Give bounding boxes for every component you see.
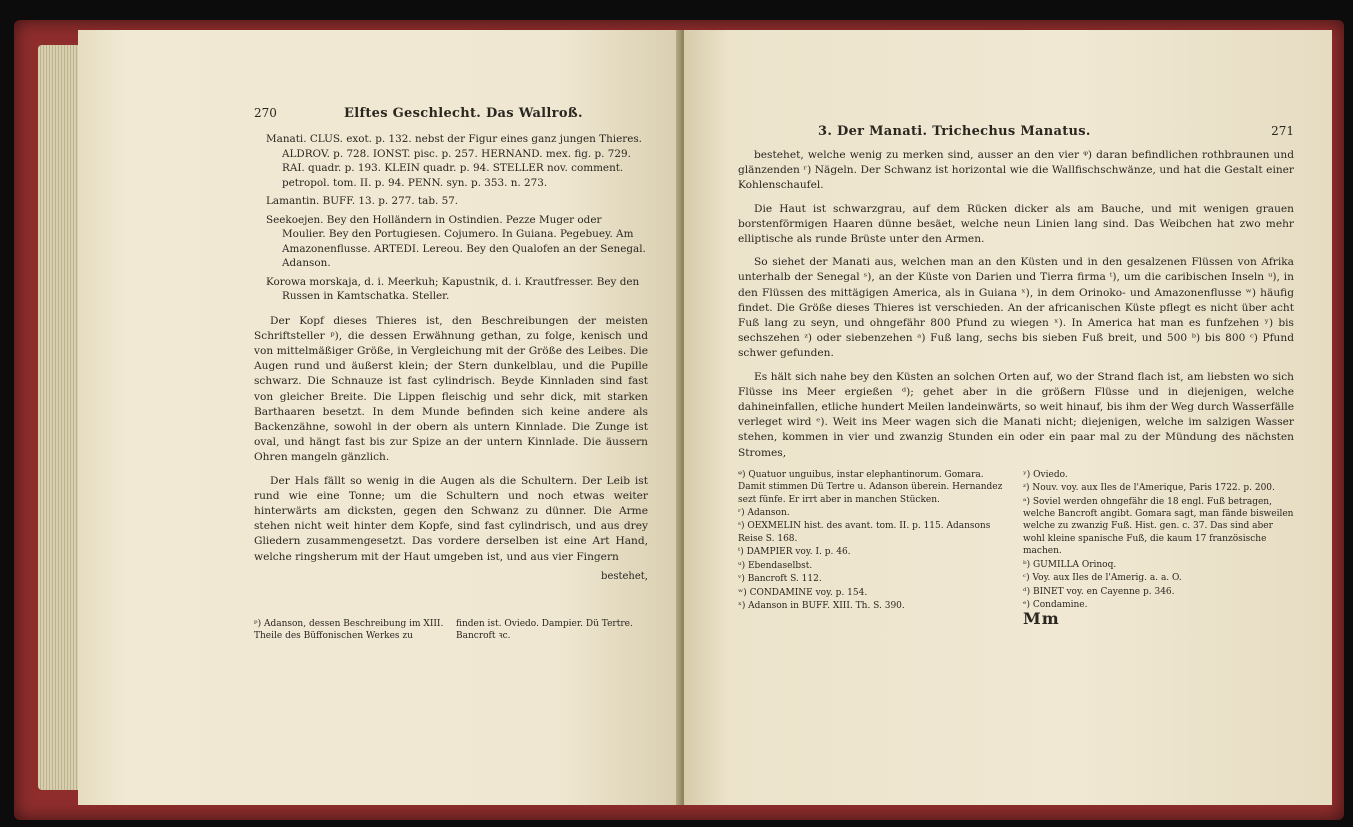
left-footnotes [254, 618, 648, 643]
right-running-head [738, 124, 1294, 146]
footnote: ᵛ) Bancroft S. 112. [738, 574, 822, 585]
catchword: bestehet, [601, 570, 648, 582]
right-header-title: 3. Der Manati. Trichechus Manatus. [818, 124, 1091, 139]
paragraph: bestehet, welche wenig zu merken sind, ausser an den vier ᵠ) daran befindlichen rothbraunen und glänzenden ʳ) Nägeln. Der Schwanz ist horizontal wie die Wallfischschwänze, und hat die Gestalt einer Kohlenschaufel. [738, 149, 1294, 192]
footnote: ᵃ) Soviel werden ohngefähr die 18 engl. Fuß betragen, welche Bancroft angibt. Gomara sagt, man fände bisweilen welche zu zwanzig Fuß. Hist. gen. c. 37. Das sind aber wohl kleine spanische Fuß, die kaum 17 französische machen. [1023, 496, 1294, 557]
paragraph: Der Hals fällt so wenig in die Augen als die Schultern. Der Leib ist rund wie eine Tonne; um die Schultern und noch etwas weiter hinterwärts am dicksten, gegen den Schwanz zu dünner. Die Arme stehen nicht weit hinter dem Kopfe, sind fast cylindrisch, und aus drey Gliedern zusammengesetzt. Das vordere derselben ist eine Art Hand, welche ringsherum mit der Haut umgeben ist, und aus vier Fingern [254, 474, 648, 563]
signature-mark: Mm [1023, 609, 1060, 629]
footnote-column-2 [1023, 469, 1294, 627]
footnote: ˢ) OEXMELIN hist. des avant. tom. II. p. 115. Adansons Reise S. 168. [738, 521, 991, 544]
footnote: ᵖ) Adanson, dessen Beschreibung im XIII. Theile des Büffonischen Werkes zu [254, 618, 444, 642]
footnote-column-1 [738, 469, 1009, 627]
footnote: ʳ) Adanson. [738, 508, 790, 519]
right-footnotes [738, 469, 1294, 627]
synonym-entry: Seekoejen. Bey den Holländern in Ostindien. Pezze Muger oder Moulier. Bey den Portugiesen. Cojumero. In Guiana. Pegebuey. Am Amazonenflusse. ARTEDI. Lereou. Bey den Qualofen an der Senegal. Adanson. [266, 213, 646, 269]
synonym-entry: Manati. CLUS. exot. p. 132. nebst der Figur eines ganz jungen Thieres. ALDROV. p. 728. IONST. pisc. p. 257. HERNAND. mex. fig. p. 729. RAI. quadr. p. 193. KLEIN quadr. p. 94. STELLER nov. comment. petropol. tom. II. p. 94. PENN. syn. p. 353. n. 273. [266, 133, 642, 189]
footnote: ᵗ) DAMPIER voy. I. p. 46. [738, 547, 851, 558]
left-header-title: Elftes Geschlecht. Das Wallroß. [344, 106, 583, 121]
footnote: ʸ) Oviedo. [1023, 469, 1068, 480]
footnote: ᵘ) Ebendaselbst. [738, 560, 813, 571]
left-body-text [254, 314, 648, 584]
footnote: ᶻ) Nouv. voy. aux Iles de l'Amerique, Paris 1722. p. 200. [1023, 483, 1275, 494]
footnote: ᵉ) Condamine. [1023, 599, 1088, 610]
footnote: ʷ) CONDAMINE voy. p. 154. [738, 587, 868, 598]
right-page [684, 30, 1332, 805]
footnote: ᶜ) Voy. aux Iles de l'Amerig. a. a. O. [1023, 573, 1182, 584]
left-page [78, 30, 680, 805]
synonym-entry: Korowa morskaja, d. i. Meerkuh; Kapustnik, d. i. Krautfresser. Bey den Russen in Kamtschatka. Steller. [266, 275, 640, 302]
left-running-head [254, 106, 648, 128]
footnote: ᵇ) GUMILLA Orinoq. [1023, 559, 1117, 570]
left-page-number: 270 [254, 106, 277, 120]
footnote: ᵠ) Quatuor unguibus, instar elephantinorum. Gomara. Damit stimmen Dü Tertre u. Adanson überein. Hernandez sezt fünfe. Er irrt aber in manchen Stücken. [738, 469, 1003, 505]
footnote: ᵈ) BINET voy. en Cayenne p. 346. [1023, 586, 1175, 597]
footnote: finden ist. Oviedo. Dampier. Dü Tertre. Bancroft ꝛc. [456, 618, 633, 642]
paragraph: Es hält sich nahe bey den Küsten an solchen Orten auf, wo der Strand flach ist, am liebsten wo sich Flüsse ins Meer ergießen ᵈ); gehet aber in die größern Flüsse und in diejenigen, welche dahineinfallen, etliche hundert Meilen landeinwärts, so weit hinauf, bis ihm der Weg durch Wasserfälle verleget wird ᵉ). Weit ins Meer wagen sich die Manati nicht; diejenigen, welche im salzigen Wasser stehen, kommen in vier und zwanzig Stunden ein oder ein paar mal zu der Mündung des nächsten Stromes, [738, 370, 1294, 459]
paragraph: Der Kopf dieses Thieres ist, den Beschreibungen der meisten Schriftsteller ᵖ), die dessen Erwähnung gethan, zu folge, kenisch und von mittelmäßiger Größe, in Vergleichung mit der Größe des Leibes. Die Augen rund und äußerst klein; der Stern dunkelblau, und die Pupille schwarz. Die Schnauze ist fast cylindrisch. Beyde Kinnladen sind fast von gleicher Breite. Die Lippen fleischig und sehr dick, mit starken Barthaaren besetzt. In dem Munde befinden sich keine andere als Backenzähne, sowohl in der obern als untern Kinnlade. Die Zunge ist oval, und hängt fast bis zur Spize an der untern Kinnlade. Die äussern Ohren mangeln gänzlich. [254, 314, 648, 464]
paragraph: So siehet der Manati aus, welchen man an den Küsten und in den gesalzenen Flüssen von Afrika unterhalb der Senegal ˢ), an der Küste von Darien und Tierra firma ᵗ), um die caribischen Inseln ᵘ), in den Flüssen des mittägigen America, als in Guiana ˣ), in dem Orinoko- und Amazonenflusse ʷ) häufig findet. Die Größe dieses Thieres ist verschieden. An der africanischen Küste pflegt es nicht über acht Fuß lang zu seyn, und ohngefähr 800 Pfund zu wiegen ˣ). In America hat man es funfzehen ʸ) bis sechszehen ᶻ) oder siebenzehen ᵃ) Fuß lang, sechs bis sieben Fuß breit, und 500 ᵇ) bis 800 ᶜ) Pfund schwer gefunden. [738, 256, 1294, 360]
footnote: ˣ) Adanson in BUFF. XIII. Th. S. 390. [738, 600, 905, 611]
right-body-text [738, 148, 1294, 461]
right-page-number: 271 [1271, 124, 1294, 138]
paragraph: Die Haut ist schwarzgrau, auf dem Rücken dicker als am Bauche, und mit wenigen grauen borstenförmigen Haaren dünne besäet, welche neun Linien lang sind. Das Weibchen hat zwo mehr elliptische als runde Brüste unter den Armen. [738, 202, 1294, 246]
synonym-entry: Lamantin. BUFF. 13. p. 277. tab. 57. [266, 195, 459, 207]
synonym-list [254, 132, 648, 304]
